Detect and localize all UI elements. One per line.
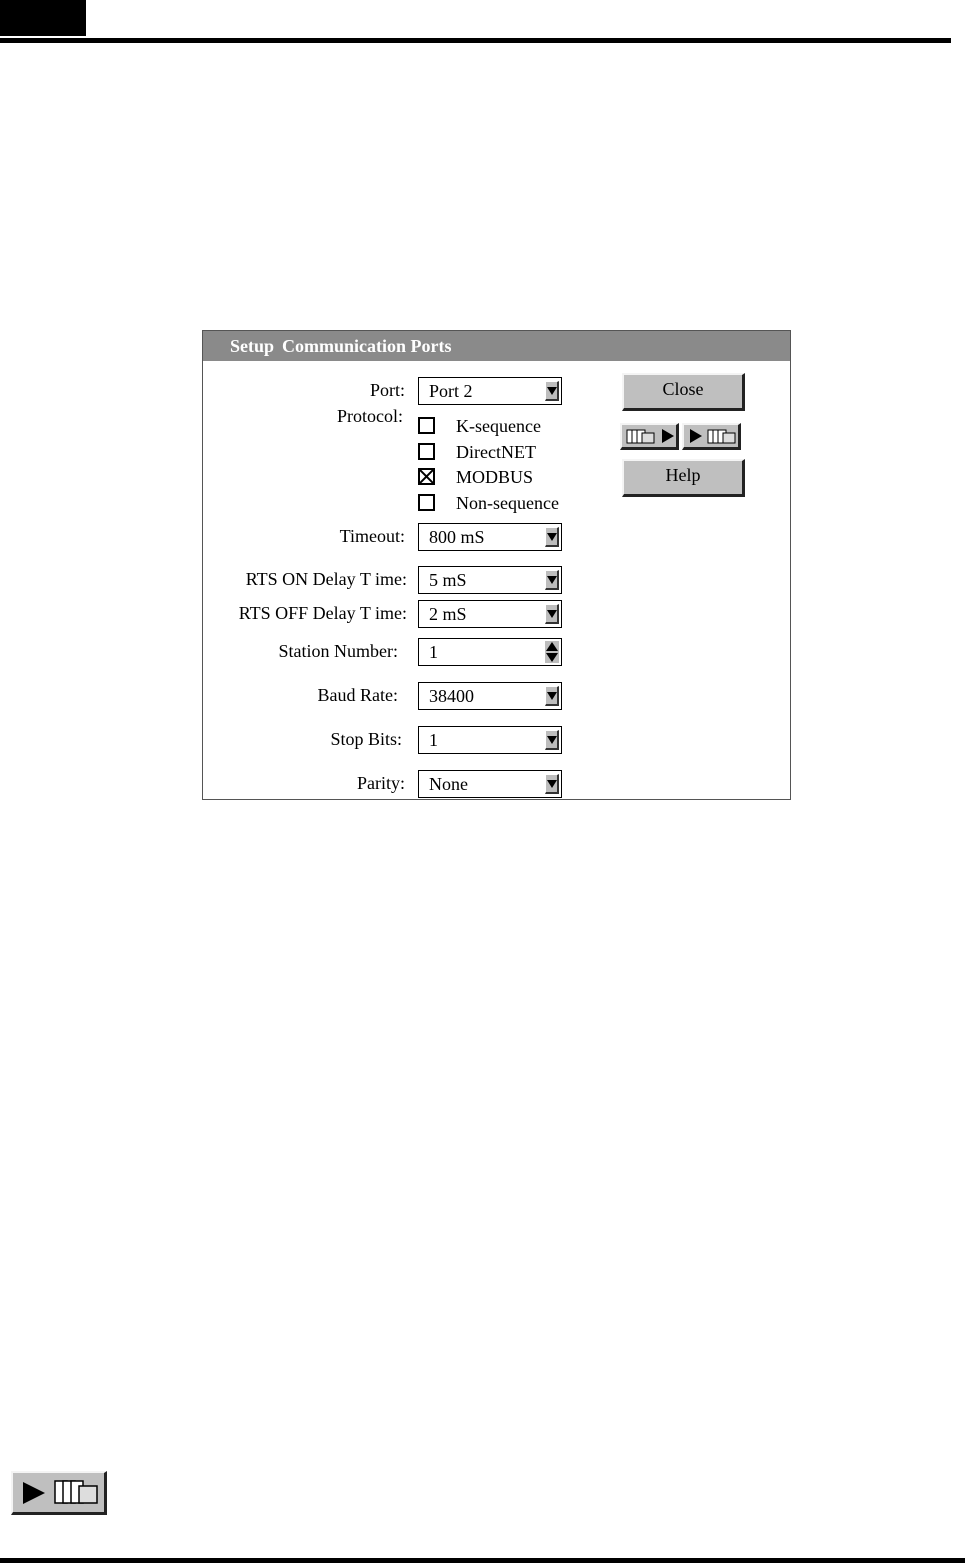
chevron-down-icon[interactable]	[545, 527, 559, 547]
close-button[interactable]	[622, 373, 745, 411]
non-sequence-checkbox[interactable]	[418, 494, 435, 511]
rts-on-delay-label: RTS ON Delay T ime:	[245, 569, 407, 589]
timeout-label: Timeout:	[339, 526, 405, 546]
top-rule	[0, 38, 951, 43]
stop-bits-label: Stop Bits:	[330, 729, 402, 749]
dialog-titlebar	[203, 331, 790, 361]
spinner-arrows[interactable]	[545, 641, 559, 663]
bottom-rule	[0, 1558, 965, 1563]
parity-label: Parity:	[357, 773, 405, 793]
rts-on-delay-value: 5 mS	[429, 570, 467, 590]
help-button[interactable]	[622, 459, 745, 497]
title-communication-ports: Communication Ports	[282, 336, 452, 356]
modbus-checkbox[interactable]	[418, 468, 435, 485]
spin-down-icon[interactable]	[546, 653, 558, 662]
modbus-label: MODBUS	[456, 467, 534, 487]
protocol-label: Protocol:	[337, 406, 403, 426]
setup-communication-ports-dialog	[202, 330, 791, 800]
rts-off-delay-value: 2 mS	[429, 604, 467, 624]
read-from-plc-icon	[624, 426, 676, 446]
timeout-select[interactable]	[418, 523, 562, 551]
page-corner-block	[0, 0, 86, 36]
k-sequence-checkbox[interactable]	[418, 417, 435, 434]
chevron-down-icon[interactable]	[545, 686, 559, 706]
parity-value: None	[429, 774, 468, 794]
stop-bits-value: 1	[429, 730, 438, 750]
write-to-plc-button[interactable]	[682, 423, 741, 450]
station-number-value: 1	[429, 642, 438, 662]
rts-off-delay-select[interactable]	[418, 600, 562, 628]
chevron-down-icon[interactable]	[545, 570, 559, 590]
port-select[interactable]	[418, 377, 562, 405]
port-value: Port 2	[429, 381, 473, 401]
timeout-value: 800 mS	[429, 527, 485, 547]
close-button-label: Close	[662, 379, 704, 399]
baud-rate-select[interactable]	[418, 682, 562, 710]
baud-rate-value: 38400	[429, 686, 474, 706]
title-setup: Setup	[230, 336, 275, 356]
directnet-label: DirectNET	[456, 442, 536, 462]
help-button-label: Help	[665, 465, 701, 485]
read-from-plc-button[interactable]	[620, 423, 679, 450]
checked-x-icon	[420, 470, 433, 483]
chevron-down-icon[interactable]	[545, 604, 559, 624]
stop-bits-select[interactable]	[418, 726, 562, 754]
standalone-write-to-plc-button[interactable]	[11, 1471, 107, 1515]
port-label: Port:	[369, 380, 405, 400]
rts-on-delay-select[interactable]	[418, 566, 562, 594]
station-number-spinner[interactable]	[418, 638, 562, 666]
write-to-plc-icon	[686, 426, 738, 446]
spin-up-icon[interactable]	[546, 642, 558, 651]
non-sequence-label: Non-sequence	[456, 493, 559, 513]
chevron-down-icon[interactable]	[545, 774, 559, 794]
chevron-down-icon[interactable]	[545, 730, 559, 750]
parity-select[interactable]	[418, 770, 562, 798]
k-sequence-label: K-sequence	[456, 416, 541, 436]
rts-off-delay-label: RTS OFF Delay T ime:	[238, 603, 407, 623]
station-number-label: Station Number:	[278, 641, 398, 661]
write-to-plc-icon	[15, 1475, 103, 1509]
chevron-down-icon[interactable]	[545, 381, 559, 401]
directnet-checkbox[interactable]	[418, 443, 435, 460]
baud-rate-label: Baud Rate:	[317, 685, 398, 705]
